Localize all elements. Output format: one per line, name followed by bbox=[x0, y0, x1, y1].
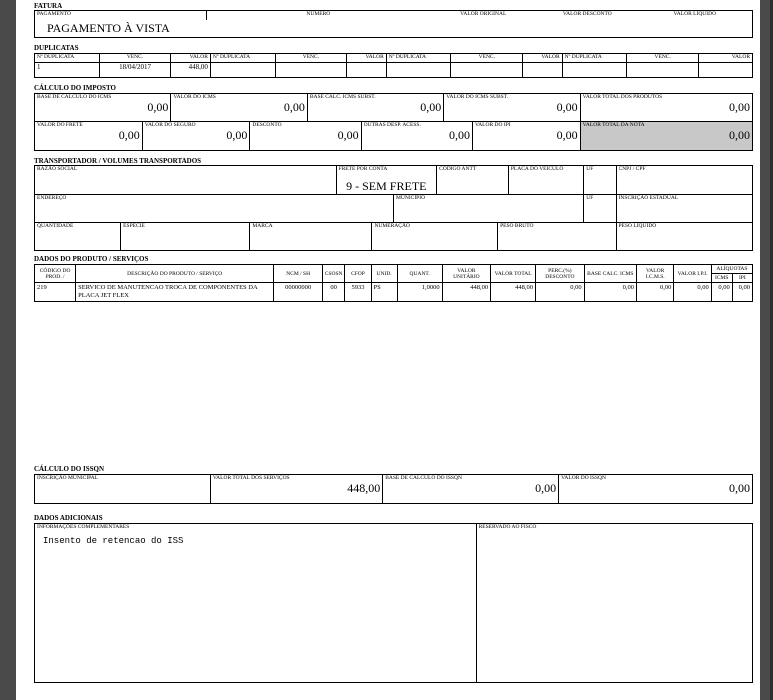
prod-cfop: 5933 bbox=[345, 283, 371, 302]
dup-row-numero: 1 bbox=[35, 63, 100, 78]
dup-header-venc-3: VENC. bbox=[451, 54, 523, 63]
valor-total-produtos-value: 0,00 bbox=[729, 100, 750, 114]
quantidade-label: QUANTIDADE bbox=[37, 223, 74, 229]
fatura-pagamento-header: PAGAMENTO bbox=[37, 11, 71, 17]
valor-issqn-label: VALOR DO ISSQN bbox=[561, 475, 606, 481]
dup-row-venc: 18/04/2017 bbox=[99, 63, 171, 78]
frete-por-conta-value: 9 - SEM FRETE bbox=[346, 179, 427, 193]
peso-liquido-label: PESO LÍQUIDO bbox=[618, 223, 657, 229]
endereco-label: ENDEREÇO bbox=[37, 195, 67, 201]
prod-csosn: 00 bbox=[322, 283, 344, 302]
valor-icms-subst-value: 0,00 bbox=[556, 100, 578, 114]
valor-ipi-label: VALOR DO IPI bbox=[474, 122, 511, 128]
valor-ipi-value: 0,00 bbox=[556, 128, 578, 142]
fatura-valor-desconto-header: VALOR DESCONTO bbox=[562, 11, 612, 17]
produtos-table bbox=[34, 264, 753, 302]
prod-header-valor-icms: VALOR I.C.M.S. bbox=[636, 265, 673, 283]
prod-perc-desconto: 0,00 bbox=[536, 283, 585, 302]
prod-header-aliquotas: ALÍQUOTAS bbox=[711, 265, 752, 274]
base-icms-subst-value: 0,00 bbox=[420, 100, 442, 114]
prod-header-unid: UNID. bbox=[371, 265, 397, 283]
dup-header-venc-2: VENC. bbox=[275, 54, 347, 63]
fatura-valor-original-header: VALOR ORIGINAL bbox=[460, 11, 507, 17]
desconto-label: DESCONTO bbox=[252, 122, 282, 128]
razao-social-label: RAZÃO SOCIAL bbox=[37, 166, 78, 172]
info-complementares-label: INFORMAÇÕES COMPLEMENTARES bbox=[37, 524, 130, 530]
prod-base-icms: 0,00 bbox=[584, 283, 636, 302]
dup-header-valor-4: VALOR bbox=[699, 54, 753, 63]
reservado-fisco-label: RESERVADO AO FISCO bbox=[478, 524, 537, 530]
valor-seguro-label: VALOR DO SEGURO bbox=[144, 122, 196, 128]
prod-header-base-icms: BASE CALC. ICMS bbox=[584, 265, 636, 283]
prod-valor-unitario: 448,00 bbox=[442, 283, 491, 302]
desconto-value: 0,00 bbox=[337, 128, 359, 142]
prod-header-csosn: CSOSN bbox=[322, 265, 344, 283]
numeracao-label: NUMERAÇÃO bbox=[374, 223, 410, 229]
dup-header-valor-2: VALOR bbox=[347, 54, 386, 63]
issqn-table bbox=[34, 474, 753, 504]
prod-header-aliq-ipi: IPI bbox=[732, 274, 752, 283]
document-page bbox=[16, 0, 760, 700]
valor-total-nota-value: 0,00 bbox=[729, 128, 750, 142]
base-icms-subst-label: BASE CALC. ICMS SUBST. bbox=[309, 94, 376, 100]
uf-label-2: UF bbox=[586, 195, 594, 201]
base-calculo-issqn-value: 0,00 bbox=[535, 481, 557, 495]
produtos-title: DADOS DO PRODUTO / SERVIÇOS bbox=[34, 255, 149, 263]
dup-header-numero-2: Nº DUPLICATA bbox=[210, 54, 275, 63]
valor-total-produtos-label: VALOR TOTAL DOS PRODUTOS bbox=[582, 94, 663, 100]
prod-header-quant: QUANT. bbox=[397, 265, 442, 283]
fatura-title: FATURA bbox=[34, 2, 63, 10]
valor-frete-value: 0,00 bbox=[118, 128, 140, 142]
valor-icms-value: 0,00 bbox=[283, 100, 305, 114]
prod-descricao: SERVICO DE MANUTENCAO TROCA DE COMPONENTES DA PLACA JET FLEX bbox=[76, 283, 274, 302]
dup-header-valor-3: VALOR bbox=[523, 54, 562, 63]
info-complementares-text: Insento de retencao do ISS bbox=[43, 536, 184, 546]
municipio-label: MUNICÍPIO bbox=[396, 195, 426, 201]
dup-header-valor-1: VALOR bbox=[171, 54, 210, 63]
duplicatas-title: DUPLICATAS bbox=[34, 44, 79, 52]
prod-aliq-icms: 0,00 bbox=[711, 283, 732, 302]
base-icms-label: BASE DE CÁLCULO DO ICMS bbox=[37, 94, 112, 100]
valor-icms-label: VALOR DO ICMS bbox=[173, 94, 216, 100]
valor-seguro-value: 0,00 bbox=[226, 128, 248, 142]
prod-unid: PS bbox=[371, 283, 397, 302]
fatura-pagamento-value: PAGAMENTO À VISTA bbox=[47, 20, 170, 35]
adicionais-table bbox=[34, 523, 753, 683]
valor-issqn-value: 0,00 bbox=[729, 481, 750, 495]
prod-header-descricao: DESCRIÇÃO DO PRODUTO / SERVIÇO bbox=[76, 265, 274, 283]
placa-veiculo-label: PLACA DO VEÍCULO bbox=[510, 166, 564, 172]
valor-total-servicos-label: VALOR TOTAL DOS SERVIÇOS bbox=[212, 475, 290, 481]
prod-header-codigo: CÓDIGO DO PROD. / bbox=[35, 265, 76, 283]
valor-icms-subst-label: VALOR DO ICMS SUBST. bbox=[446, 94, 509, 100]
frete-por-conta-label: FRETE POR CONTA bbox=[338, 166, 388, 172]
calculo-imposto-title: CÁLCULO DO IMPOSTO bbox=[34, 84, 116, 92]
imposto-row2 bbox=[34, 121, 753, 151]
prod-header-valor-unitario: VALOR UNITÁRIO bbox=[442, 265, 491, 283]
transportador-row3 bbox=[34, 222, 753, 251]
prod-valor-total: 448,00 bbox=[491, 283, 536, 302]
transportador-title: TRANSPORTADOR / VOLUMES TRANSPORTADOS bbox=[34, 157, 202, 165]
fatura-numero-header: NÚMERO bbox=[306, 11, 331, 17]
fatura-table bbox=[34, 10, 753, 38]
prod-header-perc-desconto: PERC.(%) DESCONTO bbox=[536, 265, 585, 283]
prod-valor-icms: 0,00 bbox=[636, 283, 673, 302]
table-row bbox=[35, 283, 753, 302]
dup-header-venc-1: VENC. bbox=[99, 54, 171, 63]
codigo-antt-label: CÓDIGO ANTT bbox=[439, 166, 477, 172]
prod-ncm: 00000000 bbox=[274, 283, 323, 302]
prod-header-valor-ipi: VALOR I.P.I. bbox=[674, 265, 711, 283]
prod-header-ncm: NCM / SH bbox=[274, 265, 323, 283]
dup-row-valor: 448,00 bbox=[171, 63, 210, 78]
base-calculo-issqn-label: BASE DE CÁLCULO DO ISSQN bbox=[385, 475, 462, 481]
peso-bruto-label: PESO BRUTO bbox=[500, 223, 534, 229]
valor-total-nota-label: VALOR TOTAL DA NOTA bbox=[582, 122, 645, 128]
dup-header-numero-4: Nº DUPLICATA bbox=[562, 54, 627, 63]
transportador-row1 bbox=[34, 165, 753, 195]
imposto-row1 bbox=[34, 93, 753, 122]
prod-aliq-ipi: 0,00 bbox=[732, 283, 752, 302]
inscricao-municipal-label: INSCRIÇÃO MUNICIPAL bbox=[37, 475, 99, 481]
dup-header-numero-3: Nº DUPLICATA bbox=[386, 54, 451, 63]
especie-label: ESPÉCIE bbox=[123, 223, 145, 229]
prod-header-valor-total: VALOR TOTAL bbox=[491, 265, 536, 283]
inscricao-estadual-label: INSCRIÇÃO ESTADUAL bbox=[618, 195, 679, 201]
prod-quant: 1,0000 bbox=[397, 283, 442, 302]
duplicatas-table bbox=[34, 53, 753, 78]
dup-header-numero-1: Nº DUPLICATA bbox=[35, 54, 100, 63]
valor-frete-label: VALOR DO FRETE bbox=[37, 122, 83, 128]
issqn-title: CÁLCULO DO ISSQN bbox=[34, 465, 105, 473]
prod-codigo: 219 bbox=[35, 283, 76, 302]
valor-total-servicos-value: 448,00 bbox=[347, 481, 381, 495]
uf-label: UF bbox=[586, 166, 594, 172]
marca-label: MARCA bbox=[252, 223, 273, 229]
cnpj-cpf-label: CNPJ / CPF bbox=[618, 166, 646, 172]
prod-valor-ipi: 0,00 bbox=[674, 283, 711, 302]
adicionais-title: DADOS ADICIONAIS bbox=[34, 514, 103, 522]
base-icms-value: 0,00 bbox=[147, 100, 169, 114]
outras-desp-value: 0,00 bbox=[448, 128, 470, 142]
outras-desp-label: OUTRAS DESP. ACESS. bbox=[363, 122, 421, 128]
prod-header-aliq-icms: ICMS bbox=[711, 274, 732, 283]
dup-header-venc-4: VENC. bbox=[627, 54, 699, 63]
prod-header-cfop: CFOP bbox=[345, 265, 371, 283]
transportador-row2 bbox=[34, 194, 753, 223]
fatura-valor-liquido-header: VALOR LÍQUIDO bbox=[673, 11, 717, 17]
